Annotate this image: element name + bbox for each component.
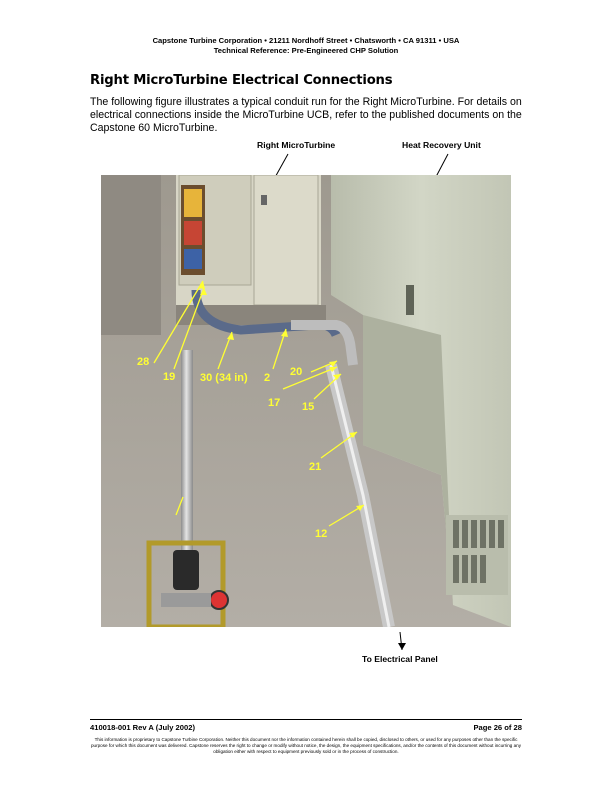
footer-doc-id: 410018-001 Rev A (July 2002) (90, 723, 195, 732)
label-right-microturbine: Right MicroTurbine (257, 140, 336, 150)
intro-paragraph: The following figure illustrates a typical conduit run for the Right MicroTurbine. For details on electrical connections inside the MicroTurbine UCB, refer to the published documents on the Capstone 60 MicroTurbine. (90, 96, 522, 134)
callout-2: 2 (264, 372, 271, 384)
header-company-line: Capstone Turbine Corporation • 21211 Nordhoff Street • Chatsworth • CA 91311 • USA (152, 36, 460, 45)
callout-21: 21 (309, 461, 322, 473)
callout-30: 30 (34 in) (200, 372, 248, 384)
footer-rule (90, 719, 522, 720)
label-heat-recovery-unit: Heat Recovery Unit (402, 140, 481, 150)
section-title: Right MicroTurbine Electrical Connections (90, 73, 393, 88)
callout-28: 28 (137, 356, 150, 368)
label-to-electrical-panel: To Electrical Panel (362, 654, 438, 664)
header-reference-line: Technical Reference: Pre-Engineered CHP Solution (213, 46, 399, 55)
callout-15: 15 (302, 401, 315, 413)
callout-19: 19 (163, 371, 176, 383)
callout-12: 12 (315, 528, 328, 540)
callout-17: 17 (268, 397, 281, 409)
footer-disclaimer: This information is proprietary to Capstone Turbine Corporation. Neither this document nor the information contained herein shall be copied, disclosed to others, or used for any purposes other than the specific purpose for which this document was delivered. Capstone reserves the right to change or modify without notice, the design, the equipment specifications, and/or the contents of this document without incurring any obligation either with respect to equipment previously sold or in the process of construction. (90, 737, 521, 754)
conduit-photo (101, 175, 511, 627)
footer-page-number: Page 26 of 28 (473, 723, 522, 732)
callout-20: 20 (290, 366, 303, 378)
